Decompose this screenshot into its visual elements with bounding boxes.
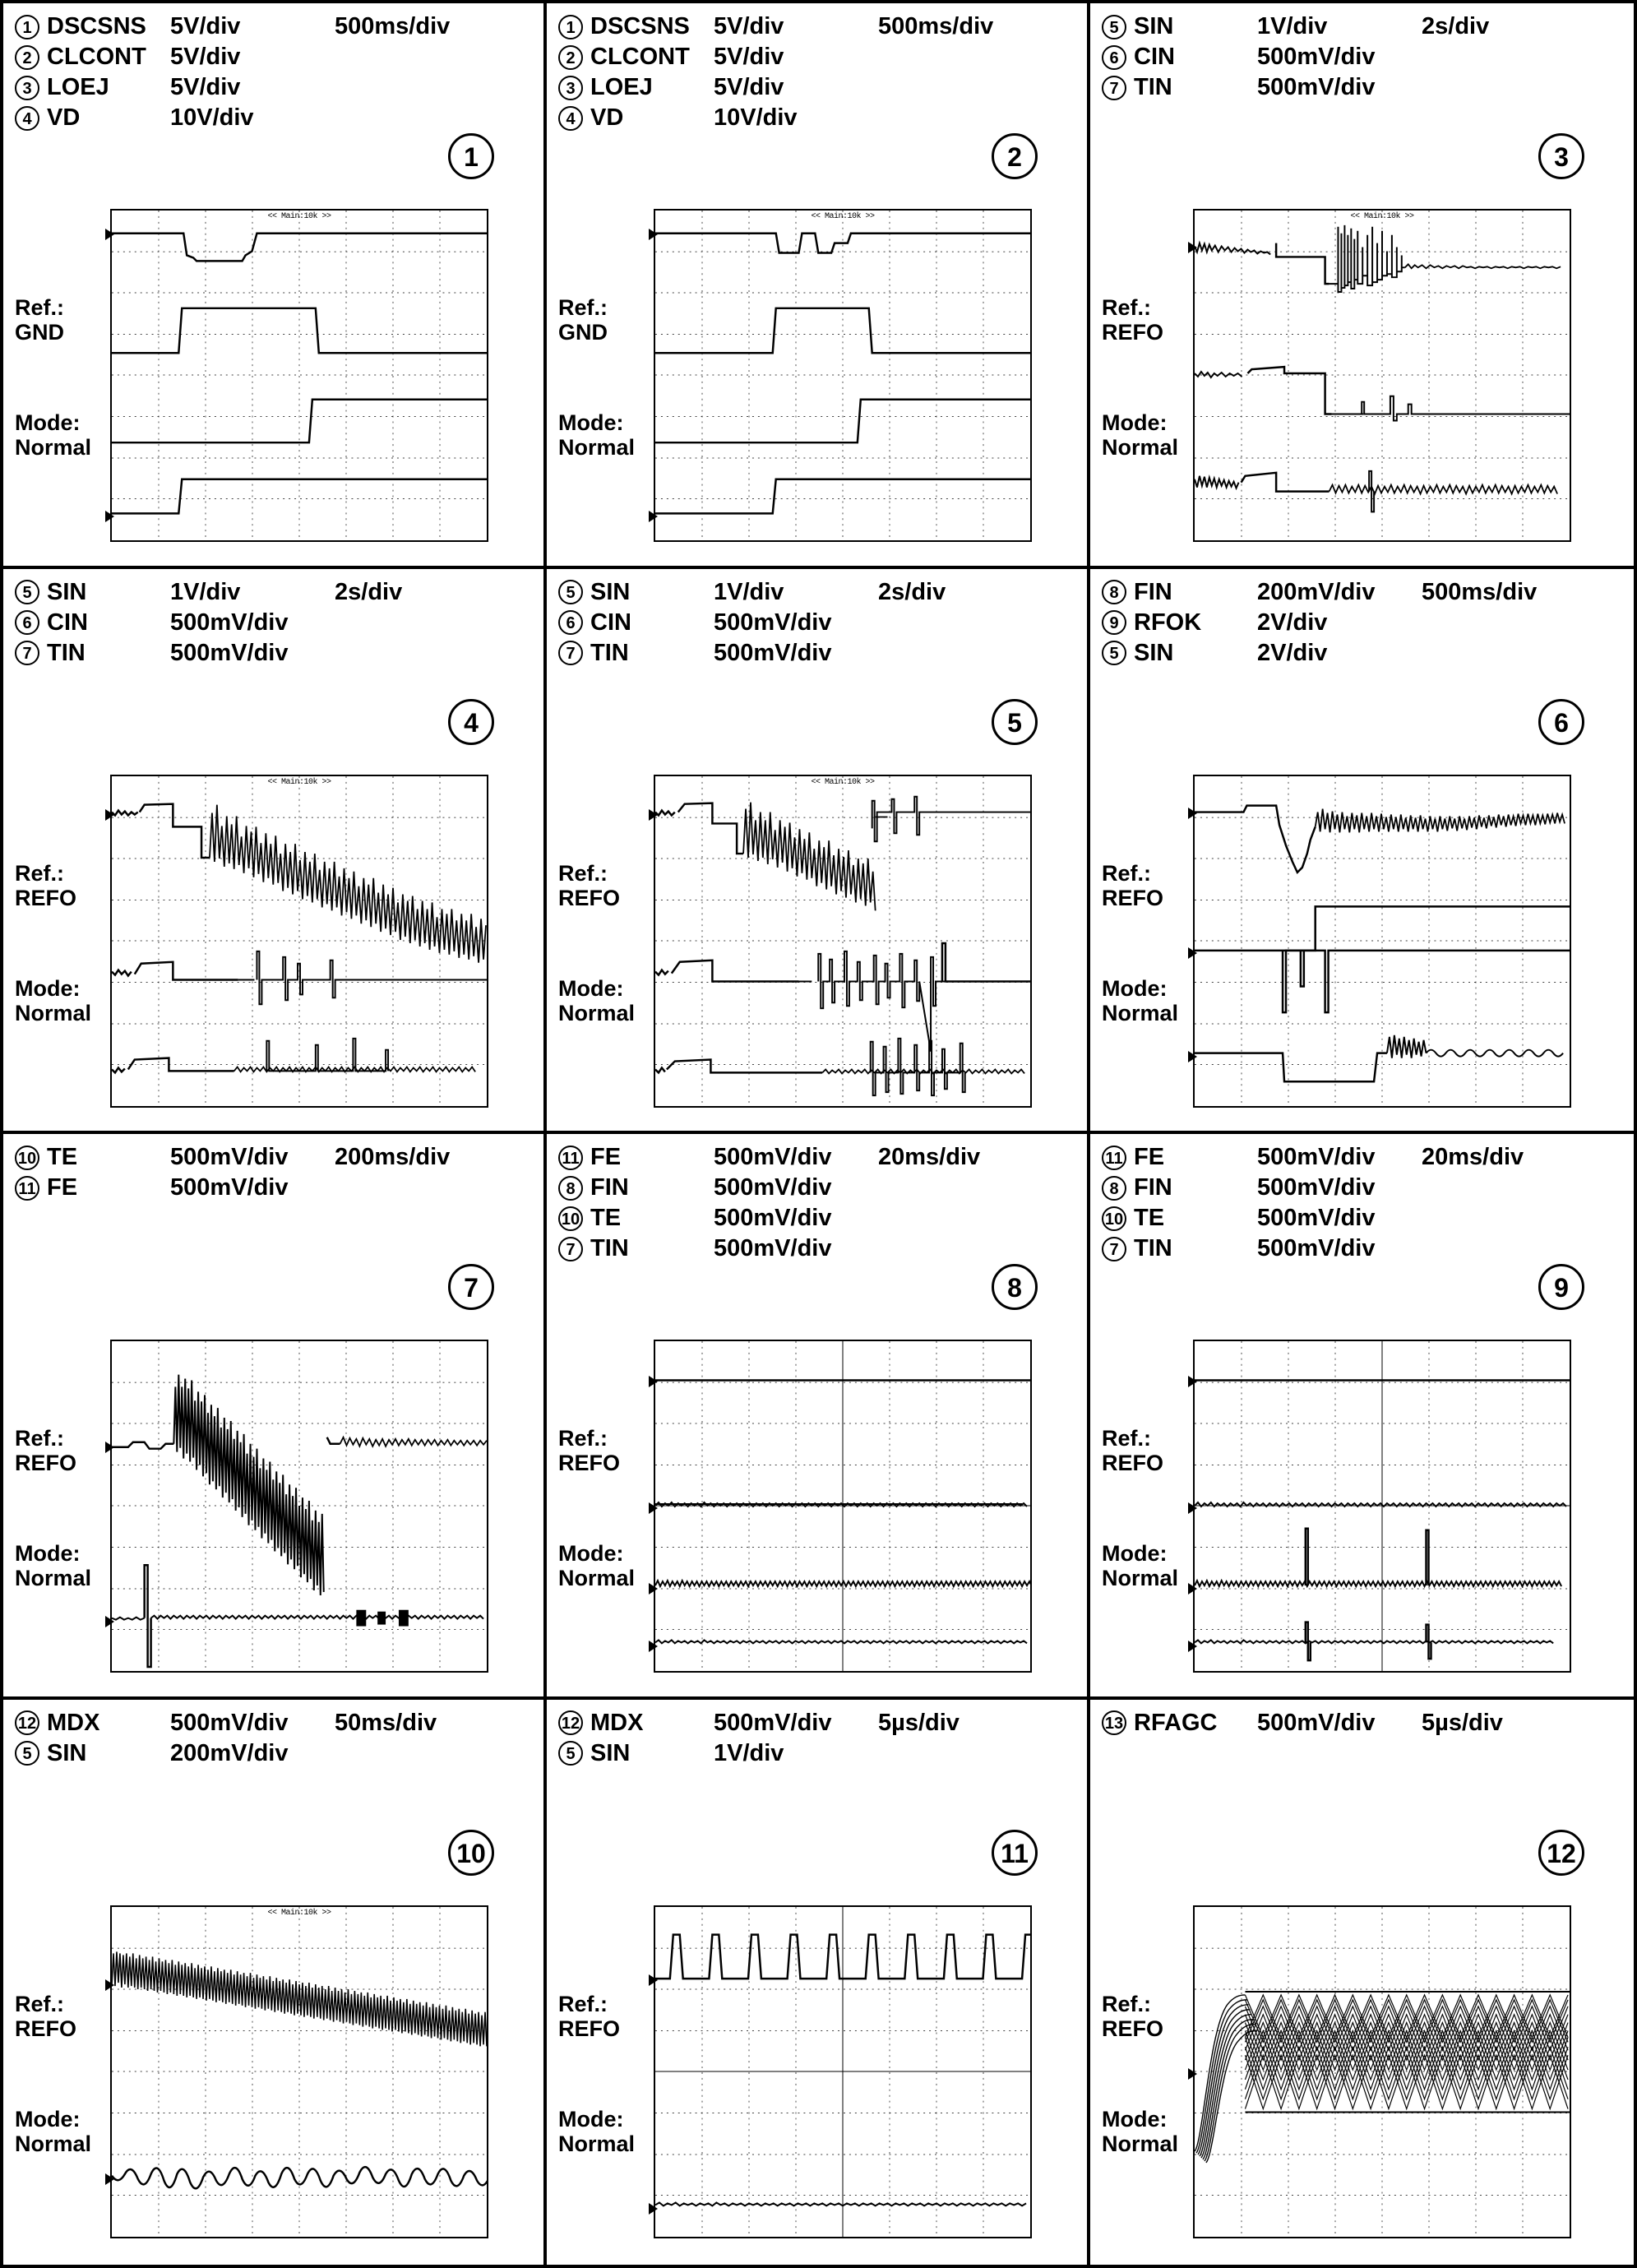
channel-timebase: 2s/div — [878, 578, 946, 605]
scope-screen — [1193, 1340, 1571, 1673]
channel-name: FIN — [1134, 1174, 1172, 1201]
channel-list — [558, 577, 1075, 669]
channel-name: VD — [47, 104, 81, 131]
screen-marker: << Main:10k >> — [1350, 212, 1414, 221]
channel-row — [558, 1234, 1075, 1264]
panel-index-badge: 3 — [1538, 133, 1584, 179]
panel-index-badge: 9 — [1538, 1264, 1584, 1310]
channel-name: MDX — [47, 1709, 100, 1736]
channel-row — [1102, 638, 1622, 669]
scope-screen — [654, 1905, 1032, 2238]
channel-volts: 500mV/div — [170, 1174, 289, 1201]
channel-list — [15, 577, 532, 669]
panel-index-badge: 7 — [448, 1264, 494, 1310]
channel-volts: 500mV/div — [1257, 1235, 1376, 1261]
scope-screen — [110, 1905, 488, 2238]
panel-10 — [3, 1700, 547, 2266]
channel-number-badge: 5 — [558, 1741, 583, 1766]
channel-name: SIN — [590, 578, 631, 605]
channel-marker-arrow — [105, 511, 114, 522]
channel-marker-arrow — [649, 511, 658, 522]
channel-name: TE — [1134, 1205, 1165, 1231]
mode-label: Mode: Normal — [1102, 410, 1179, 461]
scope-screen — [654, 209, 1032, 542]
ref-label: Ref.: GND — [558, 295, 608, 345]
channel-list — [558, 12, 1075, 133]
channel-volts: 500mV/div — [1257, 1205, 1376, 1231]
panel-12 — [1090, 1700, 1634, 2266]
channel-row — [558, 103, 1075, 133]
channel-row — [15, 1738, 532, 1769]
panel-11 — [547, 1700, 1090, 2266]
channel-name: LOEJ — [590, 74, 653, 100]
ref-label: Ref.: REFO — [558, 860, 621, 910]
channel-name: FE — [590, 1144, 622, 1170]
channel-number-badge: 11 — [558, 1146, 583, 1170]
screen-marker: << Main:10k >> — [811, 212, 875, 221]
channel-name: CLCONT — [47, 44, 146, 70]
channel-marker-arrow — [649, 1641, 658, 1652]
channel-timebase: 20ms/div — [1422, 1144, 1524, 1170]
panel-9 — [1090, 1134, 1634, 1700]
channel-number-badge: 2 — [558, 45, 583, 70]
channel-marker-arrow — [105, 809, 114, 821]
mode-label: Mode: Normal — [15, 975, 92, 1025]
channel-name: DSCSNS — [47, 13, 146, 39]
channel-marker-arrow — [105, 1616, 114, 1627]
channel-timebase: 50ms/div — [335, 1709, 437, 1736]
channel-list — [1102, 12, 1622, 103]
ref-label: Ref.: REFO — [1102, 295, 1164, 345]
channel-name: FIN — [590, 1174, 629, 1201]
channel-row — [1102, 1173, 1622, 1203]
scope-screen — [1193, 775, 1571, 1108]
channel-volts: 500mV/div — [1257, 74, 1376, 100]
channel-volts: 2V/div — [1257, 639, 1328, 666]
channel-volts: 500mV/div — [1257, 1174, 1376, 1201]
channel-volts: 200mV/div — [1257, 578, 1376, 605]
scope-screen — [654, 1340, 1032, 1673]
channel-row — [558, 1142, 1075, 1173]
channel-number-badge: 6 — [15, 610, 39, 635]
channel-list — [15, 12, 532, 133]
panel-3 — [1090, 3, 1634, 569]
channel-number-badge: 2 — [15, 45, 39, 70]
channel-name: FIN — [1134, 578, 1172, 605]
channel-volts: 500mV/div — [170, 1709, 289, 1736]
mode-label: Mode: Normal — [15, 2106, 92, 2156]
channel-volts: 500mV/div — [170, 1144, 289, 1170]
channel-marker-arrow — [1188, 2068, 1197, 2080]
channel-name: CLCONT — [590, 44, 690, 70]
channel-volts: 5V/div — [170, 44, 241, 70]
channel-row — [558, 1738, 1075, 1769]
channel-row — [1102, 608, 1622, 638]
channel-volts: 500mV/div — [714, 1709, 832, 1736]
channel-marker-arrow — [105, 229, 114, 240]
screen-marker: << Main:10k >> — [267, 1908, 331, 1918]
channel-volts: 500mV/div — [1257, 44, 1376, 70]
channel-row — [1102, 12, 1622, 42]
channel-timebase: 200ms/div — [335, 1144, 451, 1170]
channel-name: VD — [590, 104, 624, 131]
channel-marker-arrow — [1188, 1376, 1197, 1387]
ref-label: Ref.: REFO — [1102, 1991, 1164, 2041]
channel-number-badge: 5 — [1102, 15, 1126, 39]
channel-number-badge: 4 — [558, 106, 583, 131]
channel-volts: 1V/div — [170, 578, 241, 605]
channel-volts: 10V/div — [714, 104, 798, 131]
ref-label: Ref.: REFO — [1102, 1426, 1164, 1476]
channel-number-badge: 1 — [558, 15, 583, 39]
channel-number-badge: 4 — [15, 106, 39, 131]
channel-row — [15, 1708, 532, 1738]
channel-marker-arrow — [649, 809, 658, 821]
channel-row — [1102, 1203, 1622, 1234]
channel-volts: 5V/div — [170, 74, 241, 100]
scope-screen — [110, 1340, 488, 1673]
channel-marker-arrow — [105, 1442, 114, 1453]
channel-name: MDX — [590, 1709, 644, 1736]
channel-name: FE — [47, 1174, 78, 1201]
mode-label: Mode: Normal — [1102, 2106, 1179, 2156]
channel-row — [15, 1142, 532, 1173]
channel-timebase: 500ms/div — [335, 13, 451, 39]
screen-marker: << Main:10k >> — [811, 777, 875, 787]
channel-marker-arrow — [1188, 1051, 1197, 1062]
channel-volts: 500mV/div — [170, 609, 289, 636]
channel-row — [558, 608, 1075, 638]
channel-marker-arrow — [105, 1979, 114, 1991]
channel-name: TIN — [47, 639, 86, 666]
channel-row — [15, 577, 532, 608]
channel-list — [1102, 1142, 1622, 1264]
mode-label: Mode: Normal — [558, 975, 636, 1025]
channel-row — [15, 103, 532, 133]
channel-number-badge: 10 — [1102, 1206, 1126, 1231]
channel-number-badge: 11 — [15, 1176, 39, 1201]
channel-row — [558, 1708, 1075, 1738]
screen-marker: << Main:10k >> — [267, 777, 331, 787]
scope-screen — [110, 775, 488, 1108]
channel-row — [15, 1173, 532, 1203]
channel-row — [15, 42, 532, 72]
channel-number-badge: 6 — [558, 610, 583, 635]
channel-number-badge: 6 — [1102, 45, 1126, 70]
channel-volts: 10V/div — [170, 104, 254, 131]
panel-index-badge: 10 — [448, 1830, 494, 1876]
channel-volts: 5V/div — [714, 44, 784, 70]
channel-number-badge: 5 — [1102, 641, 1126, 665]
channel-name: CIN — [1134, 44, 1175, 70]
channel-marker-arrow — [649, 1376, 658, 1387]
channel-number-badge: 3 — [558, 76, 583, 100]
mode-label: Mode: Normal — [1102, 1541, 1179, 1591]
channel-marker-arrow — [1188, 947, 1197, 959]
channel-volts: 500mV/div — [714, 609, 832, 636]
channel-timebase: 500ms/div — [878, 13, 994, 39]
channel-marker-arrow — [1188, 1641, 1197, 1652]
channel-name: TIN — [1134, 1235, 1172, 1261]
channel-volts: 500mV/div — [1257, 1709, 1376, 1736]
channel-row — [1102, 1234, 1622, 1264]
channel-row — [558, 1203, 1075, 1234]
channel-row — [558, 1173, 1075, 1203]
panel-7 — [3, 1134, 547, 1700]
channel-number-badge: 5 — [15, 1741, 39, 1766]
ref-label: Ref.: REFO — [15, 1991, 77, 2041]
channel-list — [558, 1708, 1075, 1769]
channel-row — [1102, 42, 1622, 72]
channel-number-badge: 10 — [558, 1206, 583, 1231]
channel-row — [15, 72, 532, 103]
panel-2 — [547, 3, 1090, 569]
channel-name: TIN — [1134, 74, 1172, 100]
channel-volts: 1V/div — [1257, 13, 1328, 39]
channel-volts: 500mV/div — [714, 639, 832, 666]
channel-marker-arrow — [1188, 1502, 1197, 1514]
panel-1 — [3, 3, 547, 569]
channel-row — [558, 638, 1075, 669]
mode-label: Mode: Normal — [15, 410, 92, 461]
channel-marker-arrow — [1188, 1583, 1197, 1595]
channel-row — [15, 608, 532, 638]
channel-row — [1102, 577, 1622, 608]
channel-marker-arrow — [649, 2203, 658, 2215]
channel-timebase: 20ms/div — [878, 1144, 981, 1170]
channel-volts: 500mV/div — [714, 1144, 832, 1170]
channel-row — [1102, 1142, 1622, 1173]
channel-row — [558, 12, 1075, 42]
panel-index-badge: 1 — [448, 133, 494, 179]
channel-number-badge: 12 — [15, 1710, 39, 1735]
channel-name: SIN — [47, 578, 87, 605]
channel-volts: 500mV/div — [714, 1235, 832, 1261]
channel-name: RFAGC — [1134, 1709, 1218, 1736]
channel-row — [558, 72, 1075, 103]
channel-volts: 5V/div — [170, 13, 241, 39]
mode-label: Mode: Normal — [558, 410, 636, 461]
channel-marker-arrow — [1188, 808, 1197, 819]
panel-5 — [547, 569, 1090, 1135]
channel-number-badge: 7 — [558, 641, 583, 665]
channel-row — [15, 638, 532, 669]
panel-index-badge: 5 — [992, 699, 1038, 745]
panel-4 — [3, 569, 547, 1135]
channel-marker-arrow — [649, 1502, 658, 1514]
panel-index-badge: 11 — [992, 1830, 1038, 1876]
channel-volts: 5V/div — [714, 13, 784, 39]
channel-name: DSCSNS — [590, 13, 690, 39]
scope-screen — [1193, 1905, 1571, 2238]
channel-name: TIN — [590, 1235, 629, 1261]
ref-label: Ref.: REFO — [15, 860, 77, 910]
channel-number-badge: 12 — [558, 1710, 583, 1735]
channel-timebase: 2s/div — [1422, 13, 1490, 39]
scope-screen — [1193, 209, 1571, 542]
channel-number-badge: 7 — [15, 641, 39, 665]
ref-label: Ref.: REFO — [15, 1426, 77, 1476]
channel-number-badge: 11 — [1102, 1146, 1126, 1170]
channel-number-badge: 10 — [15, 1146, 39, 1170]
channel-name: TE — [47, 1144, 78, 1170]
mode-label: Mode: Normal — [558, 1541, 636, 1591]
channel-number-badge: 9 — [1102, 610, 1126, 635]
channel-name: CIN — [47, 609, 88, 636]
channel-number-badge: 8 — [558, 1176, 583, 1201]
scope-screen — [110, 209, 488, 542]
channel-number-badge: 5 — [15, 580, 39, 604]
channel-timebase: 5µs/div — [1422, 1709, 1503, 1736]
channel-name: SIN — [590, 1739, 631, 1766]
channel-list — [1102, 577, 1622, 669]
channel-name: SIN — [1134, 639, 1174, 666]
channel-number-badge: 8 — [1102, 580, 1126, 604]
channel-volts: 1V/div — [714, 578, 784, 605]
panel-index-badge: 4 — [448, 699, 494, 745]
panel-8 — [547, 1134, 1090, 1700]
panel-index-badge: 8 — [992, 1264, 1038, 1310]
panel-index-badge: 6 — [1538, 699, 1584, 745]
channel-volts: 1V/div — [714, 1739, 784, 1766]
channel-number-badge: 8 — [1102, 1176, 1126, 1201]
channel-timebase: 2s/div — [335, 578, 403, 605]
channel-row — [15, 12, 532, 42]
ref-label: Ref.: GND — [15, 295, 64, 345]
channel-list — [558, 1142, 1075, 1264]
channel-list — [15, 1708, 532, 1769]
channel-number-badge: 5 — [558, 580, 583, 604]
channel-row — [1102, 72, 1622, 103]
channel-volts: 500mV/div — [714, 1174, 832, 1201]
channel-row — [1102, 1708, 1622, 1738]
channel-name: RFOK — [1134, 609, 1202, 636]
channel-name: TIN — [590, 639, 629, 666]
ref-label: Ref.: REFO — [558, 1991, 621, 2041]
panel-6 — [1090, 569, 1634, 1135]
channel-name: SIN — [1134, 13, 1174, 39]
channel-marker-arrow — [1188, 242, 1197, 253]
channel-number-badge: 3 — [15, 76, 39, 100]
channel-volts: 500mV/div — [170, 639, 289, 666]
channel-number-badge: 1 — [15, 15, 39, 39]
channel-timebase: 500ms/div — [1422, 578, 1538, 605]
channel-volts: 500mV/div — [714, 1205, 832, 1231]
channel-number-badge: 13 — [1102, 1710, 1126, 1735]
panel-index-badge: 2 — [992, 133, 1038, 179]
channel-name: SIN — [47, 1739, 87, 1766]
channel-list — [1102, 1708, 1622, 1738]
mode-label: Mode: Normal — [15, 1541, 92, 1591]
channel-number-badge: 7 — [1102, 76, 1126, 100]
scope-screen — [654, 775, 1032, 1108]
channel-timebase: 5µs/div — [878, 1709, 960, 1736]
panel-index-badge: 12 — [1538, 1830, 1584, 1876]
channel-marker-arrow — [649, 229, 658, 240]
channel-name: FE — [1134, 1144, 1165, 1170]
ref-label: Ref.: REFO — [558, 1426, 621, 1476]
channel-number-badge: 7 — [558, 1237, 583, 1261]
ref-label: Ref.: REFO — [1102, 860, 1164, 910]
channel-marker-arrow — [649, 1974, 658, 1986]
channel-volts: 500mV/div — [1257, 1144, 1376, 1170]
channel-name: LOEJ — [47, 74, 109, 100]
channel-name: TE — [590, 1205, 622, 1231]
channel-number-badge: 7 — [1102, 1237, 1126, 1261]
channel-row — [558, 577, 1075, 608]
mode-label: Mode: Normal — [558, 2106, 636, 2156]
channel-marker-arrow — [649, 1583, 658, 1595]
screen-marker: << Main:10k >> — [267, 212, 331, 221]
channel-row — [558, 42, 1075, 72]
mode-label: Mode: Normal — [1102, 975, 1179, 1025]
channel-name: CIN — [590, 609, 631, 636]
channel-volts: 2V/div — [1257, 609, 1328, 636]
channel-list — [15, 1142, 532, 1203]
channel-marker-arrow — [105, 2173, 114, 2185]
channel-volts: 200mV/div — [170, 1739, 289, 1766]
channel-volts: 5V/div — [714, 74, 784, 100]
